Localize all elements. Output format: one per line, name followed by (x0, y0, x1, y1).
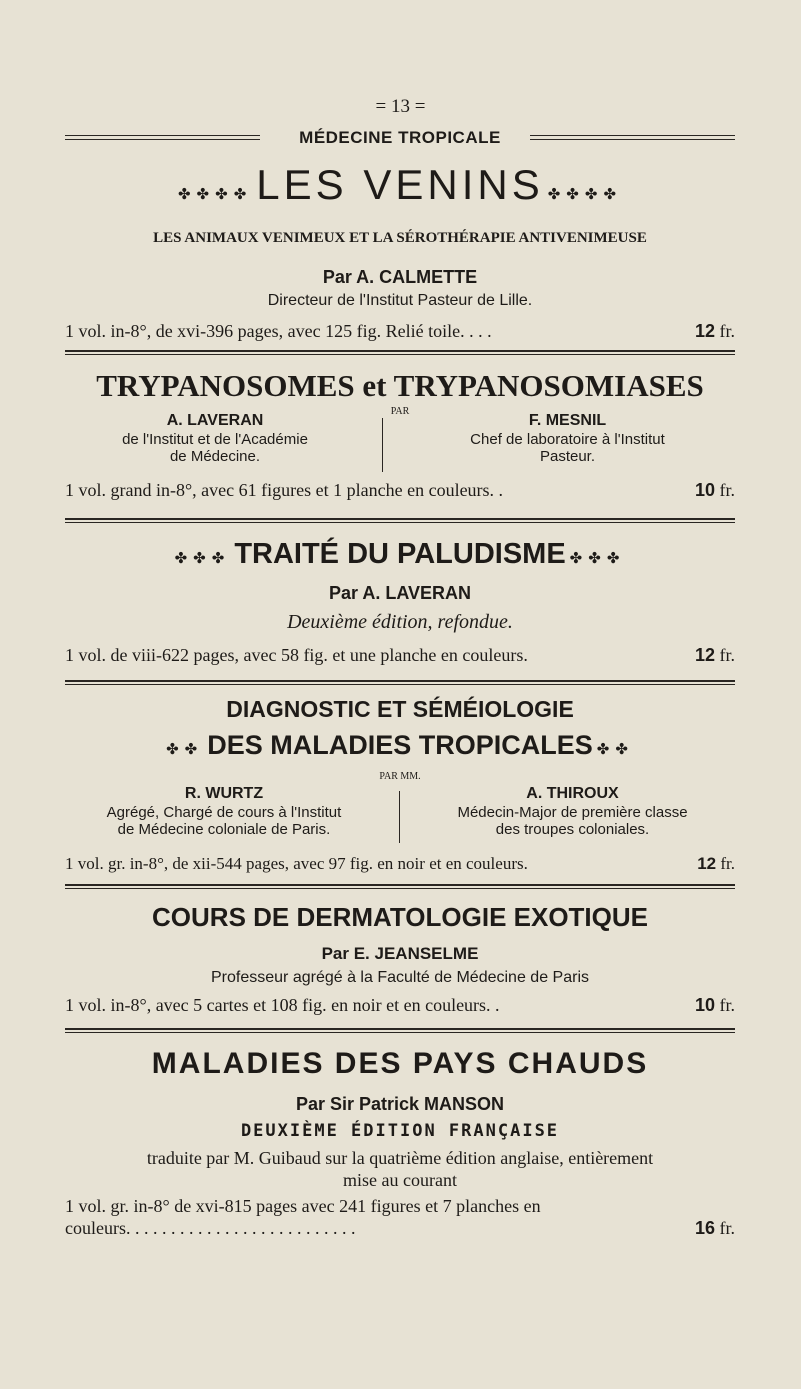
book2-author1-role-1: de l'Institut et de l'Académie (122, 431, 308, 448)
book1-title: LES VENINS (256, 161, 544, 208)
book4-title-line2: DES MALADIES TROPICALES (207, 730, 593, 760)
book4-price: 12 (697, 854, 717, 873)
ornament-icon: ✤ (211, 551, 231, 567)
ornament-icon: ✤ (233, 187, 253, 203)
book4-details-row (65, 854, 735, 874)
book3-edition: Deuxième édition, refondue. (287, 611, 513, 633)
book6-details-row (65, 1218, 735, 1239)
ornament-icon: ✤ (566, 187, 585, 203)
book4-author2-role-1: Médecin-Major de première classe (457, 804, 688, 821)
ornament-icon: ✤ (193, 551, 212, 567)
section-header (65, 128, 735, 150)
book4-author2: A. THIROUX (526, 785, 619, 802)
book2-details: 1 vol. grand in-8°, avec 61 figures et 1 planche en couleurs. . (65, 480, 504, 500)
book6-translation-2: mise au courant (343, 1170, 457, 1190)
book3-title: TRAITÉ DU PALUDISME (234, 538, 566, 570)
book1-author: Par A. CALMETTE (322, 267, 478, 287)
ornament-icon: ✤ (174, 551, 194, 567)
book4-authors (65, 785, 735, 845)
book2-details-row (65, 480, 735, 501)
book4-price-tag (697, 854, 735, 874)
book4-author1-block (65, 785, 383, 838)
book1-details: 1 vol. in-8°, de xvi-396 pages, avec 125 fig. Relié toile. . . . (65, 321, 492, 341)
book4-details: 1 vol. gr. in-8°, de xii-544 pages, avec 97 fig. en noir et en couleurs. (65, 854, 528, 873)
book5-currency: fr. (719, 995, 735, 1015)
book5-price-tag (695, 995, 735, 1016)
book1-currency: fr. (719, 321, 735, 341)
book3-author: Par A. LAVERAN (328, 583, 472, 603)
book2-author2-role-2: Pasteur. (539, 448, 596, 465)
divider-rule (65, 884, 735, 889)
book2-by: PAR (390, 406, 410, 417)
book2-author2: F. MESNIL (528, 412, 607, 429)
ornament-icon: ✤ (196, 187, 216, 203)
book4-title-line1: DIAGNOSTIC ET SÉMÉIOLOGIE (226, 696, 574, 722)
book2-price-tag (695, 480, 735, 501)
book5-title: COURS DE DERMATOLOGIE EXOTIQUE (152, 902, 648, 932)
book1-subtitle: LES ANIMAUX VENIMEUX ET LA SÉROTHÉRAPIE ANTIVENIMEUSE (153, 230, 647, 246)
book4-title-row (65, 730, 735, 761)
book2-authors (65, 412, 735, 472)
book6-details-1: 1 vol. gr. in-8° de xvi-815 pages avec 241 figures et 7 planches en (65, 1196, 541, 1216)
book4-author1-role-1: Agrégé, Chargé de cours à l'Institut (106, 804, 342, 821)
book3-price-tag (695, 645, 735, 666)
book5-price: 10 (694, 995, 715, 1015)
book1-details-row (65, 321, 735, 342)
book2-author2-role-1: Chef de laboratoire à l'Institut (470, 431, 665, 448)
book2-author2-block (400, 412, 735, 465)
book3-details: 1 vol. de viii-622 pages, avec 58 fig. et une planche en couleurs. (65, 645, 528, 665)
book5-details-row (65, 995, 735, 1016)
ornament-icon: ✤ (584, 187, 604, 203)
book6-currency: fr. (719, 1218, 735, 1238)
ornament-icon: ✤ (215, 187, 234, 203)
divider-rule (65, 680, 735, 685)
divider-rule (65, 518, 735, 523)
book6-translation-1: traduite par M. Guibaud sur la quatrième édition anglaise, entièrement (146, 1148, 654, 1168)
ornament-icon: ✤ (615, 742, 634, 758)
book4-author1-role-2: de Médecine coloniale de Paris. (117, 821, 331, 838)
book2-author1-block (65, 412, 365, 465)
ornament-icon: ✤ (606, 551, 626, 567)
book6-author: Par Sir Patrick MANSON (295, 1094, 505, 1114)
book3-currency: fr. (719, 645, 735, 665)
book6-details-2: couleurs. . . . . . . . . . . . . . . . . . . . . . . . . . (65, 1218, 356, 1238)
section-title: MÉDECINE TROPICALE (299, 128, 501, 147)
book2-currency: fr. (719, 480, 735, 500)
ornament-icon: ✤ (569, 551, 589, 567)
book6-price: 16 (694, 1218, 715, 1238)
book4-author-separator (399, 791, 400, 843)
ornament-icon: ✤ (184, 742, 204, 758)
book4-currency: fr. (720, 854, 735, 873)
book2-author1-role-2: de Médecine. (169, 448, 261, 465)
book4-author2-role-2: des troupes coloniales. (495, 821, 650, 838)
ornament-icon: ✤ (547, 187, 567, 203)
book2-title: TRYPANOSOMES et TRYPANOSOMIASES (96, 368, 704, 403)
book1-title-row (65, 161, 735, 209)
book1-author-role: Directeur de l'Institut Pasteur de Lille. (267, 292, 533, 309)
section-rule-right (530, 135, 735, 140)
book3-price: 12 (694, 645, 715, 665)
book4-author2-block (410, 785, 735, 838)
book1-price: 12 (694, 321, 715, 341)
ornament-icon: ✤ (588, 551, 607, 567)
ornament-icon: ✤ (166, 742, 185, 758)
book3-title-row (65, 538, 735, 571)
ornament-icon: ✤ (177, 187, 197, 203)
book6-edition: DEUXIÈME ÉDITION FRANÇAISE (240, 1121, 560, 1141)
book6-title: MALADIES DES PAYS CHAUDS (151, 1047, 649, 1080)
book1-price-tag (695, 321, 735, 342)
book2-price: 10 (694, 480, 715, 500)
book5-author: Par E. JEANSELME (321, 944, 479, 963)
divider-rule (65, 350, 735, 355)
divider-rule (65, 1028, 735, 1033)
page-number: = 13 = (375, 96, 426, 117)
book5-author-role: Professeur agrégé à la Faculté de Médecine de Paris (211, 969, 589, 986)
book3-details-row (65, 645, 735, 666)
book2-author-separator (382, 418, 383, 472)
book5-details: 1 vol. in-8°, avec 5 cartes et 108 fig. en noir et en couleurs. . (65, 995, 500, 1015)
book4-author1: R. WURTZ (184, 785, 264, 802)
ornament-icon: ✤ (596, 742, 616, 758)
book2-author1: A. LAVERAN (166, 412, 264, 429)
book4-by: PAR MM. (379, 771, 421, 782)
book6-price-tag (695, 1218, 735, 1239)
ornament-icon: ✤ (603, 187, 623, 203)
